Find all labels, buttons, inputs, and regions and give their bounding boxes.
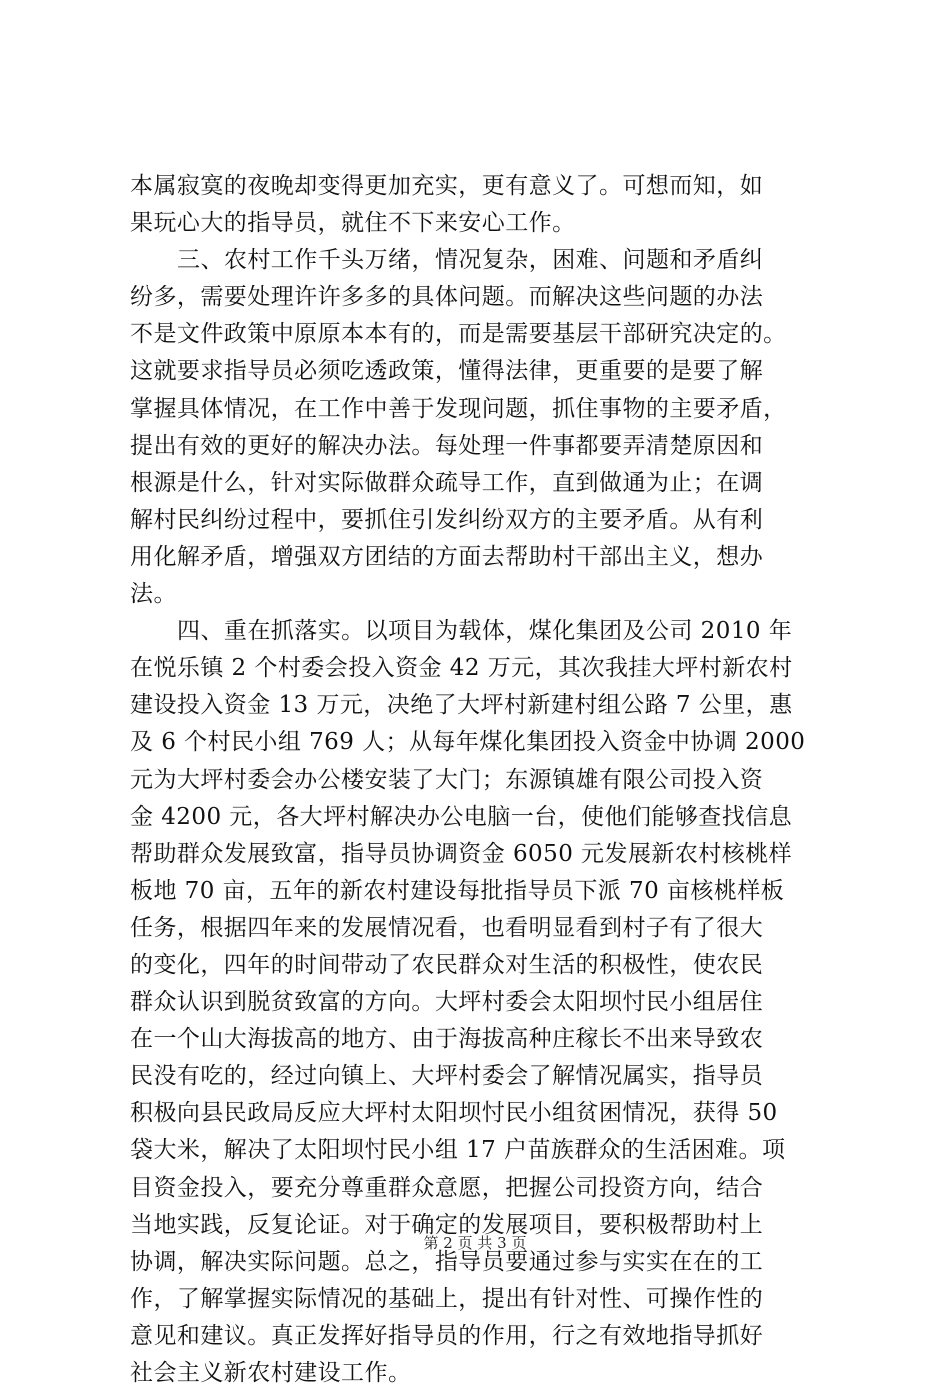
text-line: 在悦乐镇 2 个村委会投入资金 42 万元，其次我挂大坪村新农村 xyxy=(130,655,793,682)
text-line: 用化解矛盾，增强双方团结的方面去帮助村干部出主义，想办 xyxy=(130,543,764,570)
text-line: 及 6 个村民小组 769 人；从每年煤化集团投入资金中协调 2000 xyxy=(130,729,806,756)
text-line: 建设投入资金 13 万元，决绝了大坪村新建村组公路 7 公里，惠 xyxy=(130,692,793,719)
text-line: 意见和建议。真正发挥好指导员的作用，行之有效地指导抓好 xyxy=(130,1322,764,1349)
text-line: 本属寂寞的夜晚却变得更加充实，更有意义了。可想而知，如 xyxy=(130,173,764,199)
paragraph-start-line: 三、农村工作千头万绪，情况复杂，困难、问题和矛盾纠 xyxy=(177,247,764,274)
text-line: 法。 xyxy=(130,581,177,608)
text-line: 袋大米，解决了太阳坝忖民小组 17 户苗族群众的生活困难。项 xyxy=(130,1137,786,1164)
paragraph-start-line: 四、重在抓落实。以项目为载体，煤化集团及公司 2010 年 xyxy=(177,618,793,645)
text-line: 协调，解决实际问题。总之，指导员要通过参与实实在在的工 xyxy=(130,1248,764,1275)
text-line: 根源是什么，针对实际做群众疏导工作，直到做通为止；在调 xyxy=(130,469,764,496)
text-line: 的变化，四年的时间带动了农民群众对生活的积极性，使农民 xyxy=(130,951,764,978)
text-line: 解村民纠纷过程中，要抓住引发纠纷双方的主要矛盾。从有利 xyxy=(130,506,764,533)
text-line: 群众认识到脱贫致富的方向。大坪村委会太阳坝忖民小组居住 xyxy=(130,989,764,1016)
text-line: 民没有吃的，经过向镇上、大坪村委会了解情况属实，指导员 xyxy=(130,1063,764,1090)
text-line: 任务，根据四年来的发展情况看，也看明显看到村子有了很大 xyxy=(130,914,764,941)
text-line: 帮助群众发展致富，指导员协调资金 6050 元发展新农村核桃样 xyxy=(130,840,793,867)
page-footer: 第 2 页 共 3 页 xyxy=(423,1234,527,1252)
text-line: 果玩心大的指导员，就住不下来安心工作。 xyxy=(130,210,576,237)
text-line: 作，了解掌握实际情况的基础上，提出有针对性、可操作性的 xyxy=(130,1285,764,1312)
text-line: 掌握具体情况，在工作中善于发现问题，抓住事物的主要矛盾， xyxy=(130,395,787,422)
text-line: 当地实践，反复论证。对于确定的发展项目，要积极帮助村上 xyxy=(130,1211,764,1238)
text-line: 社会主义新农村建设工作。 xyxy=(130,1360,412,1386)
text-line: 板地 70 亩，五年的新农村建设每批指导员下派 70 亩核桃样板 xyxy=(130,877,785,904)
text-line: 目资金投入，要充分尊重群众意愿，把握公司投资方向，结合 xyxy=(130,1174,764,1201)
text-line: 金 4200 元，各大坪村解决办公电脑一台，使他们能够查找信息 xyxy=(130,803,793,830)
text-line: 元为大坪村委会办公楼安装了大门；东源镇雄有限公司投入资 xyxy=(130,766,764,793)
text-line: 积极向县民政局反应大坪村太阳坝忖民小组贫困情况，获得 50 xyxy=(130,1100,778,1127)
text-line: 不是文件政策中原原本本有的，而是需要基层干部研究决定的。 xyxy=(130,321,787,348)
text-line: 纷多，需要处理许许多多的具体问题。而解决这些问题的办法 xyxy=(130,284,764,311)
document-body xyxy=(130,168,842,1392)
text-line: 在一个山大海拔高的地方、由于海拔高种庄稼长不出来导致农 xyxy=(130,1026,764,1053)
text-line: 这就要求指导员必须吃透政策，懂得法律，更重要的是要了解 xyxy=(130,358,764,385)
text-line: 提出有效的更好的解决办法。每处理一件事都要弄清楚原因和 xyxy=(130,432,764,459)
